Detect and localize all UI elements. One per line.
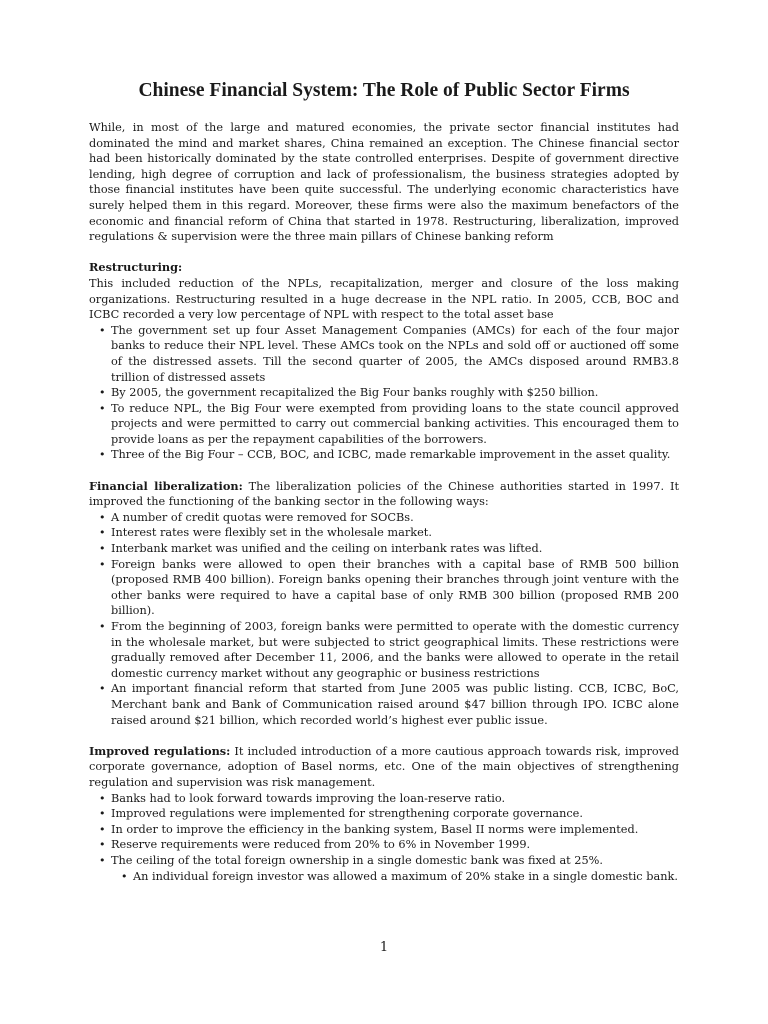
liberalization-text: The liberalization policies of the Chinese authorities started in 1997. It improved the functioning of the banking sector in the following ways: <box>89 479 679 509</box>
list-item: • The ceiling of the total foreign ownership in a single domestic bank was fixed at 25%. <box>89 853 679 869</box>
list-item: • Interbank market was unified and the ceiling on interbank rates was lifted. <box>89 541 679 557</box>
sub-list-item: • An individual foreign investor was allowed a maximum of 20% stake in a single domestic bank. <box>89 869 679 885</box>
list-item: • Foreign banks were allowed to open their branches with a capital base of RMB 500 billion (proposed RMB 400 billion). Foreign banks opening their branches through joint venture with the other banks were required to have a capital base of only RMB 300 billion (proposed RMB 200 billion). <box>89 557 679 619</box>
regulations-list <box>89 791 679 885</box>
document-body <box>89 120 679 884</box>
list-item: • A number of credit quotas were removed for SOCBs. <box>89 510 679 526</box>
liberalization-paragraph <box>89 479 679 510</box>
list-item: • By 2005, the government recapitalized the Big Four banks roughly with $250 billion. <box>89 385 679 401</box>
list-item: • In order to improve the efficiency in the banking system, Basel II norms were implemented. <box>89 822 679 838</box>
list-item: • Improved regulations were implemented for strengthening corporate governance. <box>89 806 679 822</box>
list-item: • An important financial reform that started from June 2005 was public listing. CCB, ICBC, BoC, Merchant bank and Bank of Communication raised around $47 billion through IPO. ICBC alone raised around $21 billion, which recorded world’s highest ever public issue. <box>89 681 679 728</box>
page-number: 1 <box>379 940 389 955</box>
liberalization-heading: Financial liberalization: <box>89 478 243 493</box>
spacer <box>89 728 679 744</box>
restructuring-paragraph: This included reduction of the NPLs, recapitalization, merger and closure of the loss making organizations. Restructuring resulted in a huge decrease in the NPL ratio. In 2005, CCB, BOC and ICBC recorded a very low percentage of NPL with respect to the total asset base <box>89 276 679 322</box>
list-item: • Reserve requirements were reduced from 20% to 6% in November 1999. <box>89 837 679 853</box>
restructuring-list <box>89 323 679 463</box>
document-title: Chinese Financial System: The Role of Public Sector Firms <box>138 80 630 101</box>
list-item: • To reduce NPL, the Big Four were exempted from providing loans to the state council approved projects and were permitted to carry out commercial banking activities. This encouraged them to provide loans as per the repayment capabilities of the borrowers. <box>89 401 679 448</box>
liberalization-list <box>89 510 679 728</box>
intro-paragraph: While, in most of the large and matured economies, the private sector financial institutes had dominated the mind and market shares, China remained an exception. The Chinese financial sector had been historically dominated by the state controlled enterprises. Despite of government directive lending, high degree of corruption and lack of professionalism, the business strategies adopted by those financial institutes have been quite successful. The underlying economic characteristics have surely helped them in this regard. Moreover, these firms were also the maximum benefactors of the economic and financial reform of China that started in 1978. Restructuring, liberalization, improved regulations & supervision were the three main pillars of Chinese banking reform <box>89 121 679 244</box>
list-item: • Banks had to look forward towards improving the loan-reserve ratio. <box>89 791 679 807</box>
spacer <box>89 245 679 261</box>
regulations-heading: Improved regulations: <box>89 743 231 758</box>
regulations-paragraph <box>89 744 679 791</box>
regulations-text: It included introduction of a more cautious approach towards risk, improved corporate governance, adoption of Basel norms, etc. One of the main objectives of strengthening regulation and supervision was risk management. <box>89 744 679 789</box>
list-item: • The government set up four Asset Management Companies (AMCs) for each of the four major banks to reduce their NPL level. These AMCs took on the NPLs and sold off or auctioned off some of the distressed assets. Till the second quarter of 2005, the AMCs disposed around RMB3.8 trillion of distressed assets <box>89 323 679 385</box>
list-item: • Interest rates were flexibly set in the wholesale market. <box>89 525 679 541</box>
restructuring-heading: Restructuring: <box>89 260 183 275</box>
spacer <box>89 463 679 479</box>
list-item: • Three of the Big Four – CCB, BOC, and ICBC, made remarkable improvement in the asset quality. <box>89 447 679 463</box>
list-item: • From the beginning of 2003, foreign banks were permitted to operate with the domestic currency in the wholesale market, but were subjected to strict geographical limits. These restrictions were gradually removed after December 11, 2006, and the banks were allowed to operate in the retail domestic currency market without any geographic or business restrictions <box>89 619 679 681</box>
